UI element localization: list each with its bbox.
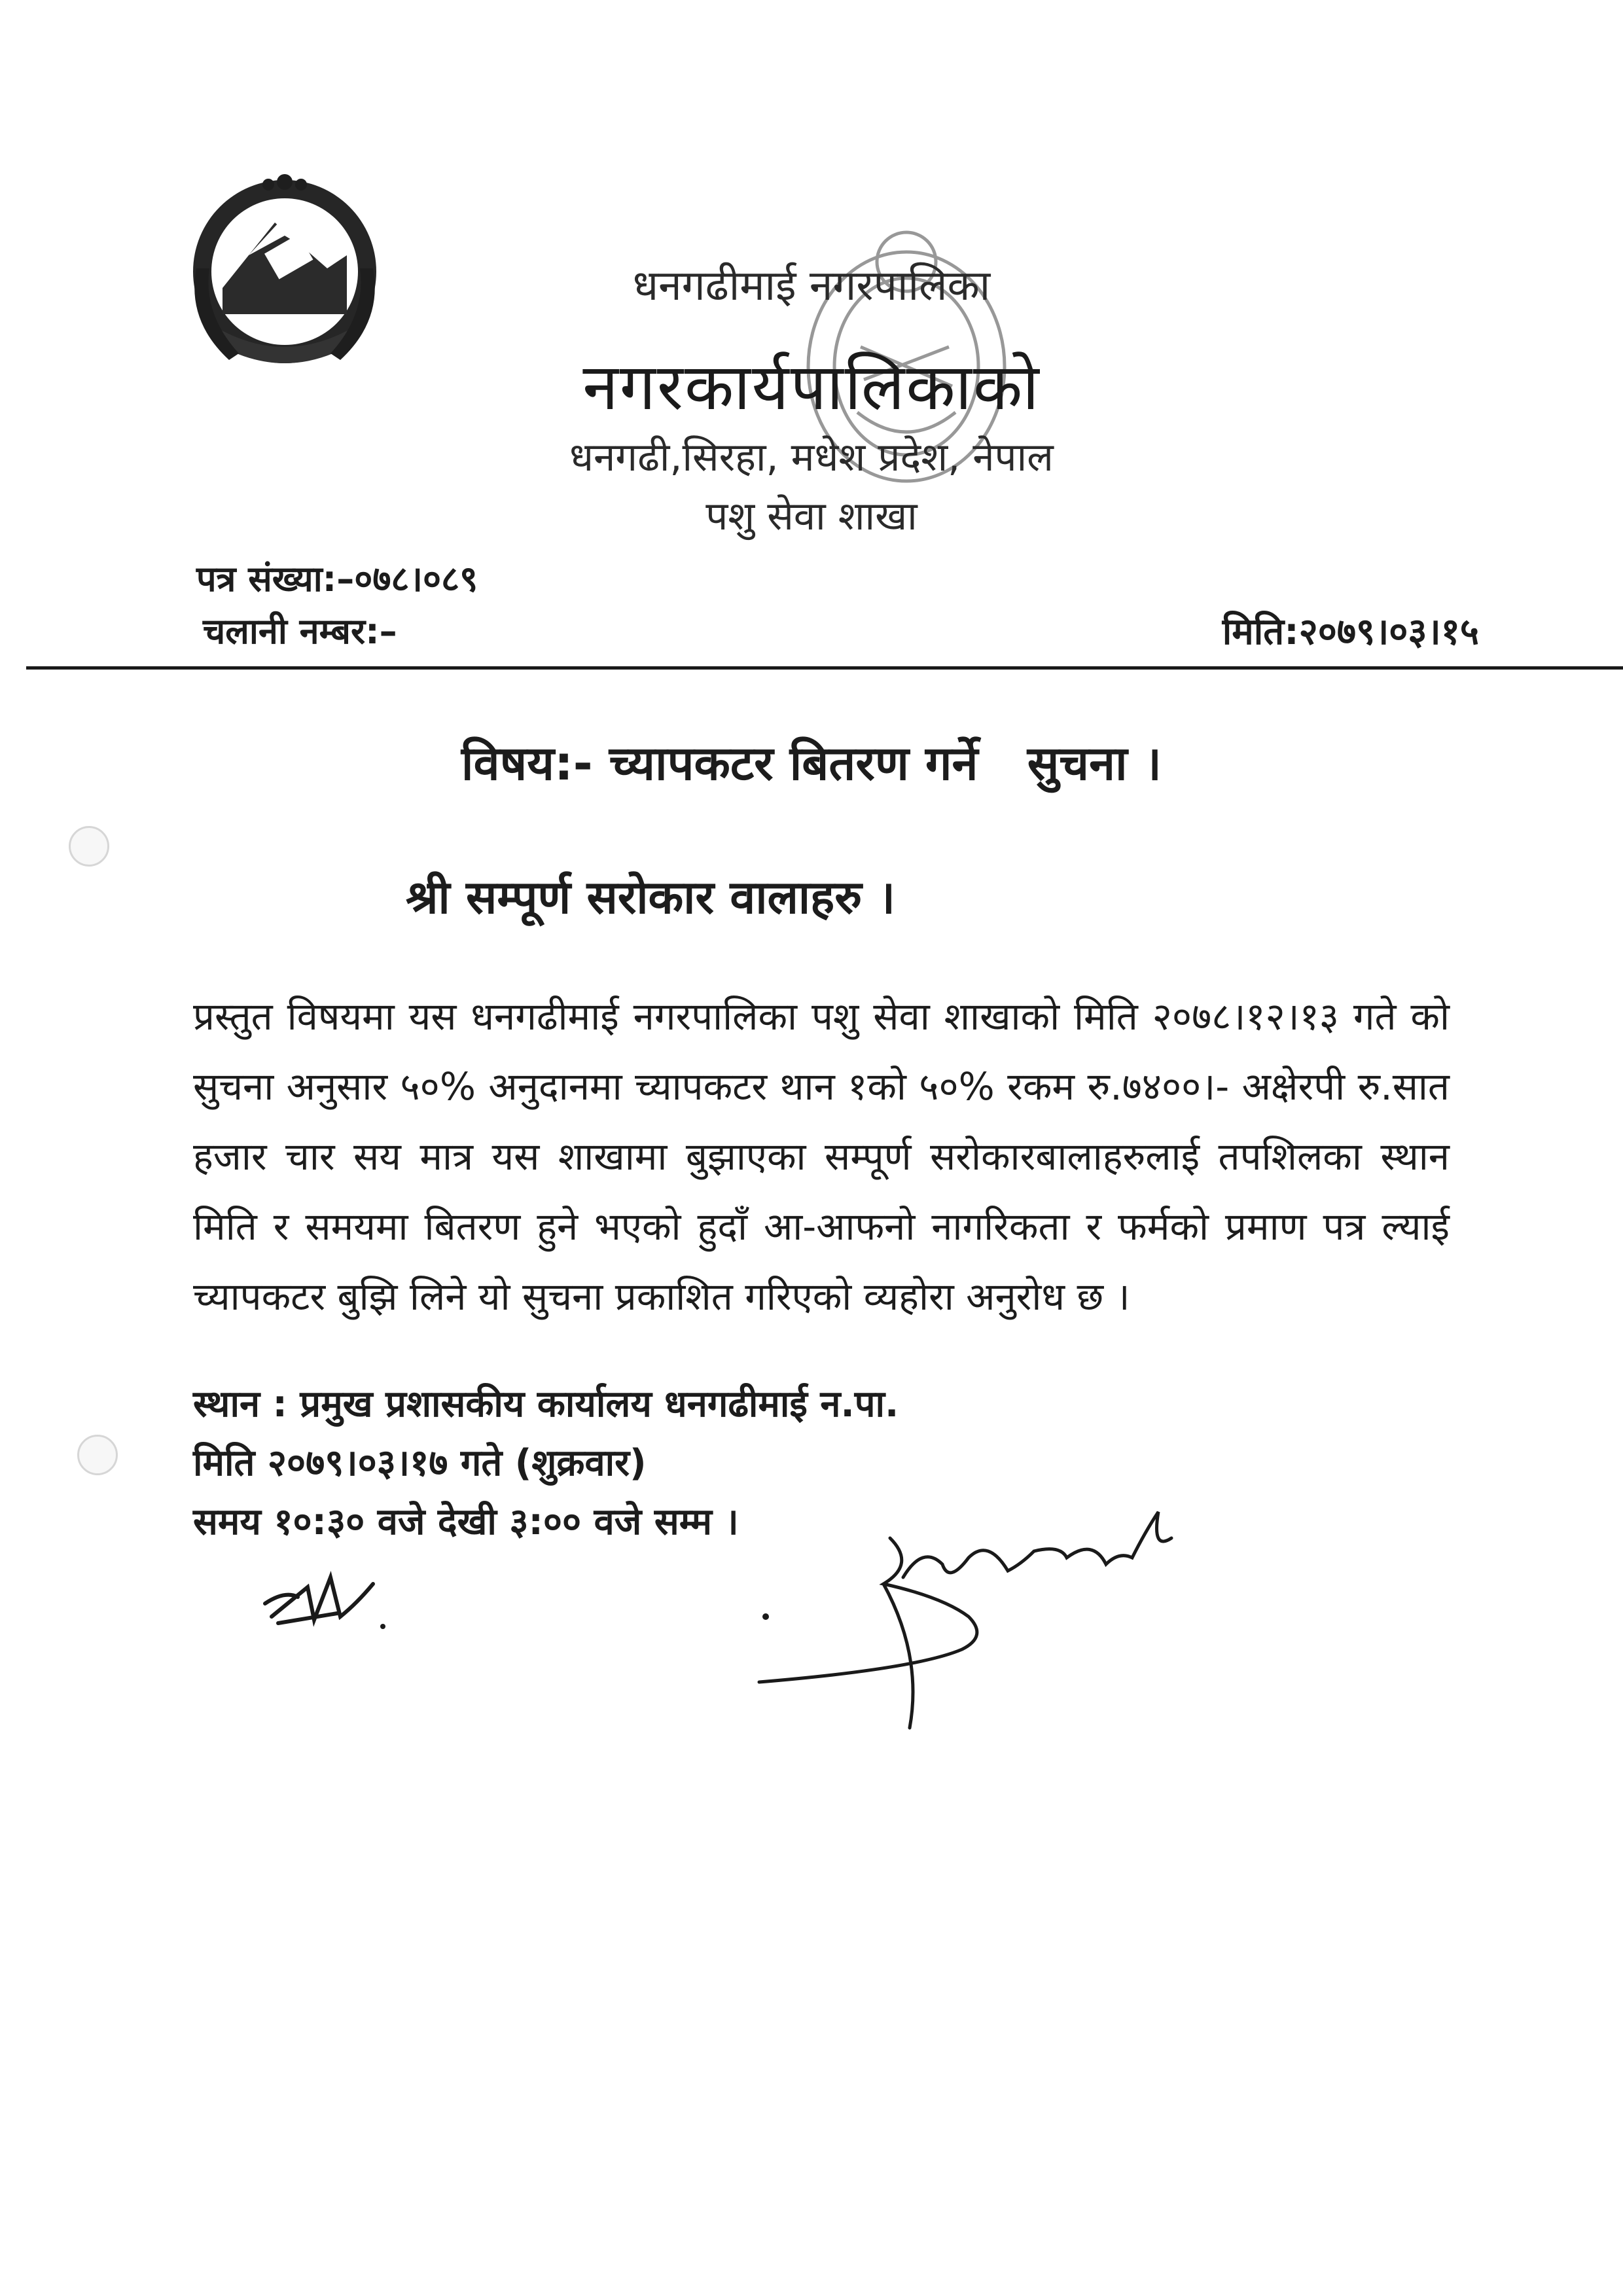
notice-body: प्रस्तुत विषयमा यस धनगढीमाई नगरपालिका पशु सेवा शाखाको मिति २०७८।१२।१३ गते को सुचना अनुसार ५०% अनुदानमा च्यापकटर थान १को ५०% रकम रु.७४००।- अक्षेरपी रु.सात हजार चार सय मात्र यस शाखामा बुझाएका सम्पूर्ण सरोकारबालाहरुलाई तपशिलका स्थान मिति र समयमा बितरण हुने भएको हुदाँ आ-आफनो नागरिकता र फर्मको प्रमाण पत्र ल्याई च्यापकटर बुझि लिने यो सुचना प्रकाशित गरिएको व्यहोरा अनुरोध छ ।	[193, 994, 1450, 1319]
office-address: धनगढी,सिरहा, मधेश प्रदेश, नेपाल	[569, 435, 1054, 480]
distribution-location: स्थान : प्रमुख प्रशासकीय कार्यालय धनगढीमाई न.पा.	[193, 1383, 899, 1426]
distribution-time: समय १०:३० वजे देखी ३:०० वजे सम्म ।	[193, 1501, 739, 1543]
municipality-name: धनगढीमाई नगरपालिका	[632, 262, 991, 310]
initial-signature	[259, 1558, 409, 1649]
header-divider	[26, 666, 1623, 670]
punch-hole-bottom	[77, 1435, 118, 1475]
punch-hole-top	[69, 826, 109, 867]
section-name: पशु सेवा शाखा	[705, 493, 918, 539]
addressee: श्री सम्पूर्ण सरोकार वालाहरु ।	[406, 870, 895, 924]
office-name: नगरकार्यपालिकाको	[582, 350, 1041, 425]
distribution-date: मिति २०७९।०३।१७ गते (शुक्रवार)	[193, 1442, 647, 1484]
dispatch-number: चलानी नम्बर:–	[203, 611, 397, 652]
letter-date: मिति:२०७९।०३।१५	[1222, 611, 1479, 653]
official-signature	[753, 1486, 1224, 1748]
letter-number: पत्र संख्या:–०७८।०८९	[196, 558, 478, 600]
subject-line: विषय:- च्यापकटर बितरण गर्ने सुचना ।	[461, 736, 1162, 791]
